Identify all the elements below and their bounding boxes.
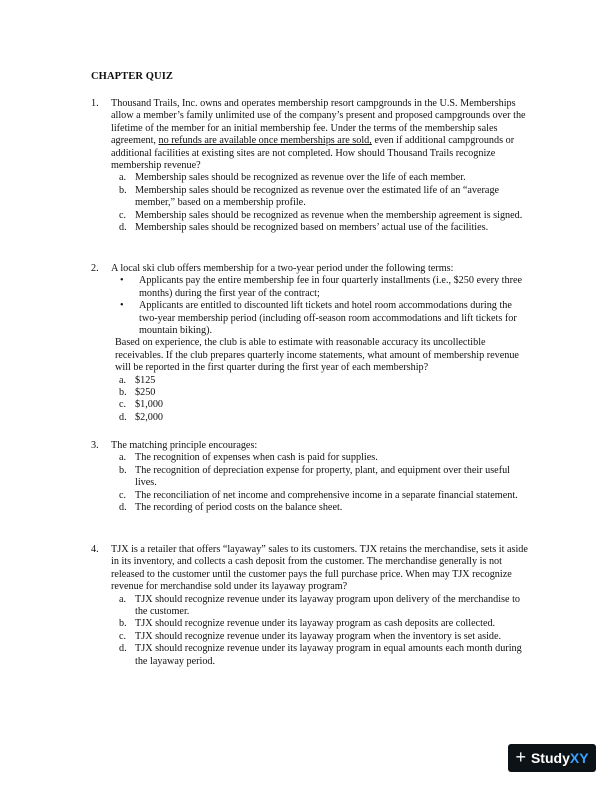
answer-option: b. TJX should recognize revenue under its layaway program as cash deposits are collected. — [119, 618, 496, 630]
question-text: TJX is a retailer that offers “layaway” sales to its customers. TJX retains the merchandise, sets it aside in its inventory, and collects a cash deposit from the customer. The merchandise generally is not released to the customer until the customer pays the full purchase price. When may TJX recognize revenue for merchandise sold under its layaway program? — [111, 544, 528, 593]
answer-option: b. $250 — [119, 387, 156, 399]
answer-option: b. Membership sales should be recognized as revenue over the estimated life of an “average member,” based on a membership profile. — [119, 184, 500, 209]
answer-option: d. The recording of period costs on the balance sheet. — [119, 502, 343, 514]
question-number: 1. — [91, 98, 99, 109]
answer-option: c. The reconciliation of net income and comprehensive income in a separate financial statement. — [119, 489, 518, 501]
answer-option: a. TJX should recognize revenue under its layaway program upon delivery of the merchandise to the customer. — [119, 593, 521, 618]
underlined-phrase: no refunds are available once memberships are sold, — [158, 135, 372, 147]
answer-option: a. Membership sales should be recognized as revenue over the life of each member. — [119, 172, 466, 184]
bullet-icon: • — [120, 275, 124, 287]
page-title: CHAPTER QUIZ — [91, 71, 174, 82]
bullet-item: • Applicants are entitled to discounted lift tickets and hotel room accommodations during the two-year membership period (including off-season room accommodations and lift tickets for mountain biking). — [120, 300, 517, 337]
answer-option: a. $125 — [119, 374, 156, 386]
question-paragraph: Based on experience, the club is able to estimate with reasonable accuracy its uncollectible receivables. If the club prepares quarterly income statements, what amount of membership revenue will be reported in the first quarter during the first year of each membership? — [115, 337, 519, 374]
answer-options — [91, 375, 531, 425]
answer-options — [91, 594, 531, 668]
answer-option: d. TJX should recognize revenue under its layaway program in equal amounts each month during the layaway period. — [119, 643, 522, 667]
plus-icon: + — [515, 747, 526, 767]
question-2 — [91, 263, 531, 424]
bullet-icon: • — [120, 300, 124, 312]
answer-options — [91, 172, 531, 234]
question-text: The matching principle encourages: — [111, 440, 258, 451]
question-text: Thousand Trails, Inc. owns and operates membership resort campgrounds in the U.S. Memberships allow a member’s family unlimited use of the company’s present and proposed campgrounds over the lifetime of the member for an initial membership fee. Under the terms of the membership sales agreement, no refunds are available once memberships are sold, even if additional campgrounds or additional facilities at existing sites are not completed. How should Thousand Trails recognize membership revenue? — [111, 98, 526, 172]
bullet-item: • Applicants pay the entire membership fee in four quarterly installments (i.e., $250 every three months) during the first year of the contract; — [120, 275, 523, 299]
question-text: A local ski club offers membership for a two-year period under the following terms: — [111, 263, 454, 274]
studyxy-logo[interactable] — [508, 744, 596, 772]
question-3 — [91, 440, 531, 514]
question-1 — [91, 98, 531, 234]
answer-option: d. Membership sales should be recognized based on members’ actual use of the facilities. — [119, 222, 489, 234]
answer-option: c. TJX should recognize revenue under its layaway program when the inventory is set aside. — [119, 630, 502, 642]
logo-wordmark: StudyXY — [530, 750, 589, 766]
question-number: 4. — [91, 544, 99, 555]
answer-option: a. The recognition of expenses when cash is paid for supplies. — [119, 452, 378, 464]
question-number: 3. — [91, 440, 99, 451]
answer-option: b. The recognition of depreciation expense for property, plant, and equipment over their useful lives. — [119, 464, 511, 489]
answer-option: d. $2,000 — [119, 411, 164, 423]
question-4 — [91, 544, 531, 668]
answer-option: c. $1,000 — [119, 399, 164, 411]
question-number: 2. — [91, 263, 99, 274]
answer-options — [91, 452, 531, 514]
answer-option: c. Membership sales should be recognized as revenue when the membership agreement is signed. — [119, 209, 523, 221]
